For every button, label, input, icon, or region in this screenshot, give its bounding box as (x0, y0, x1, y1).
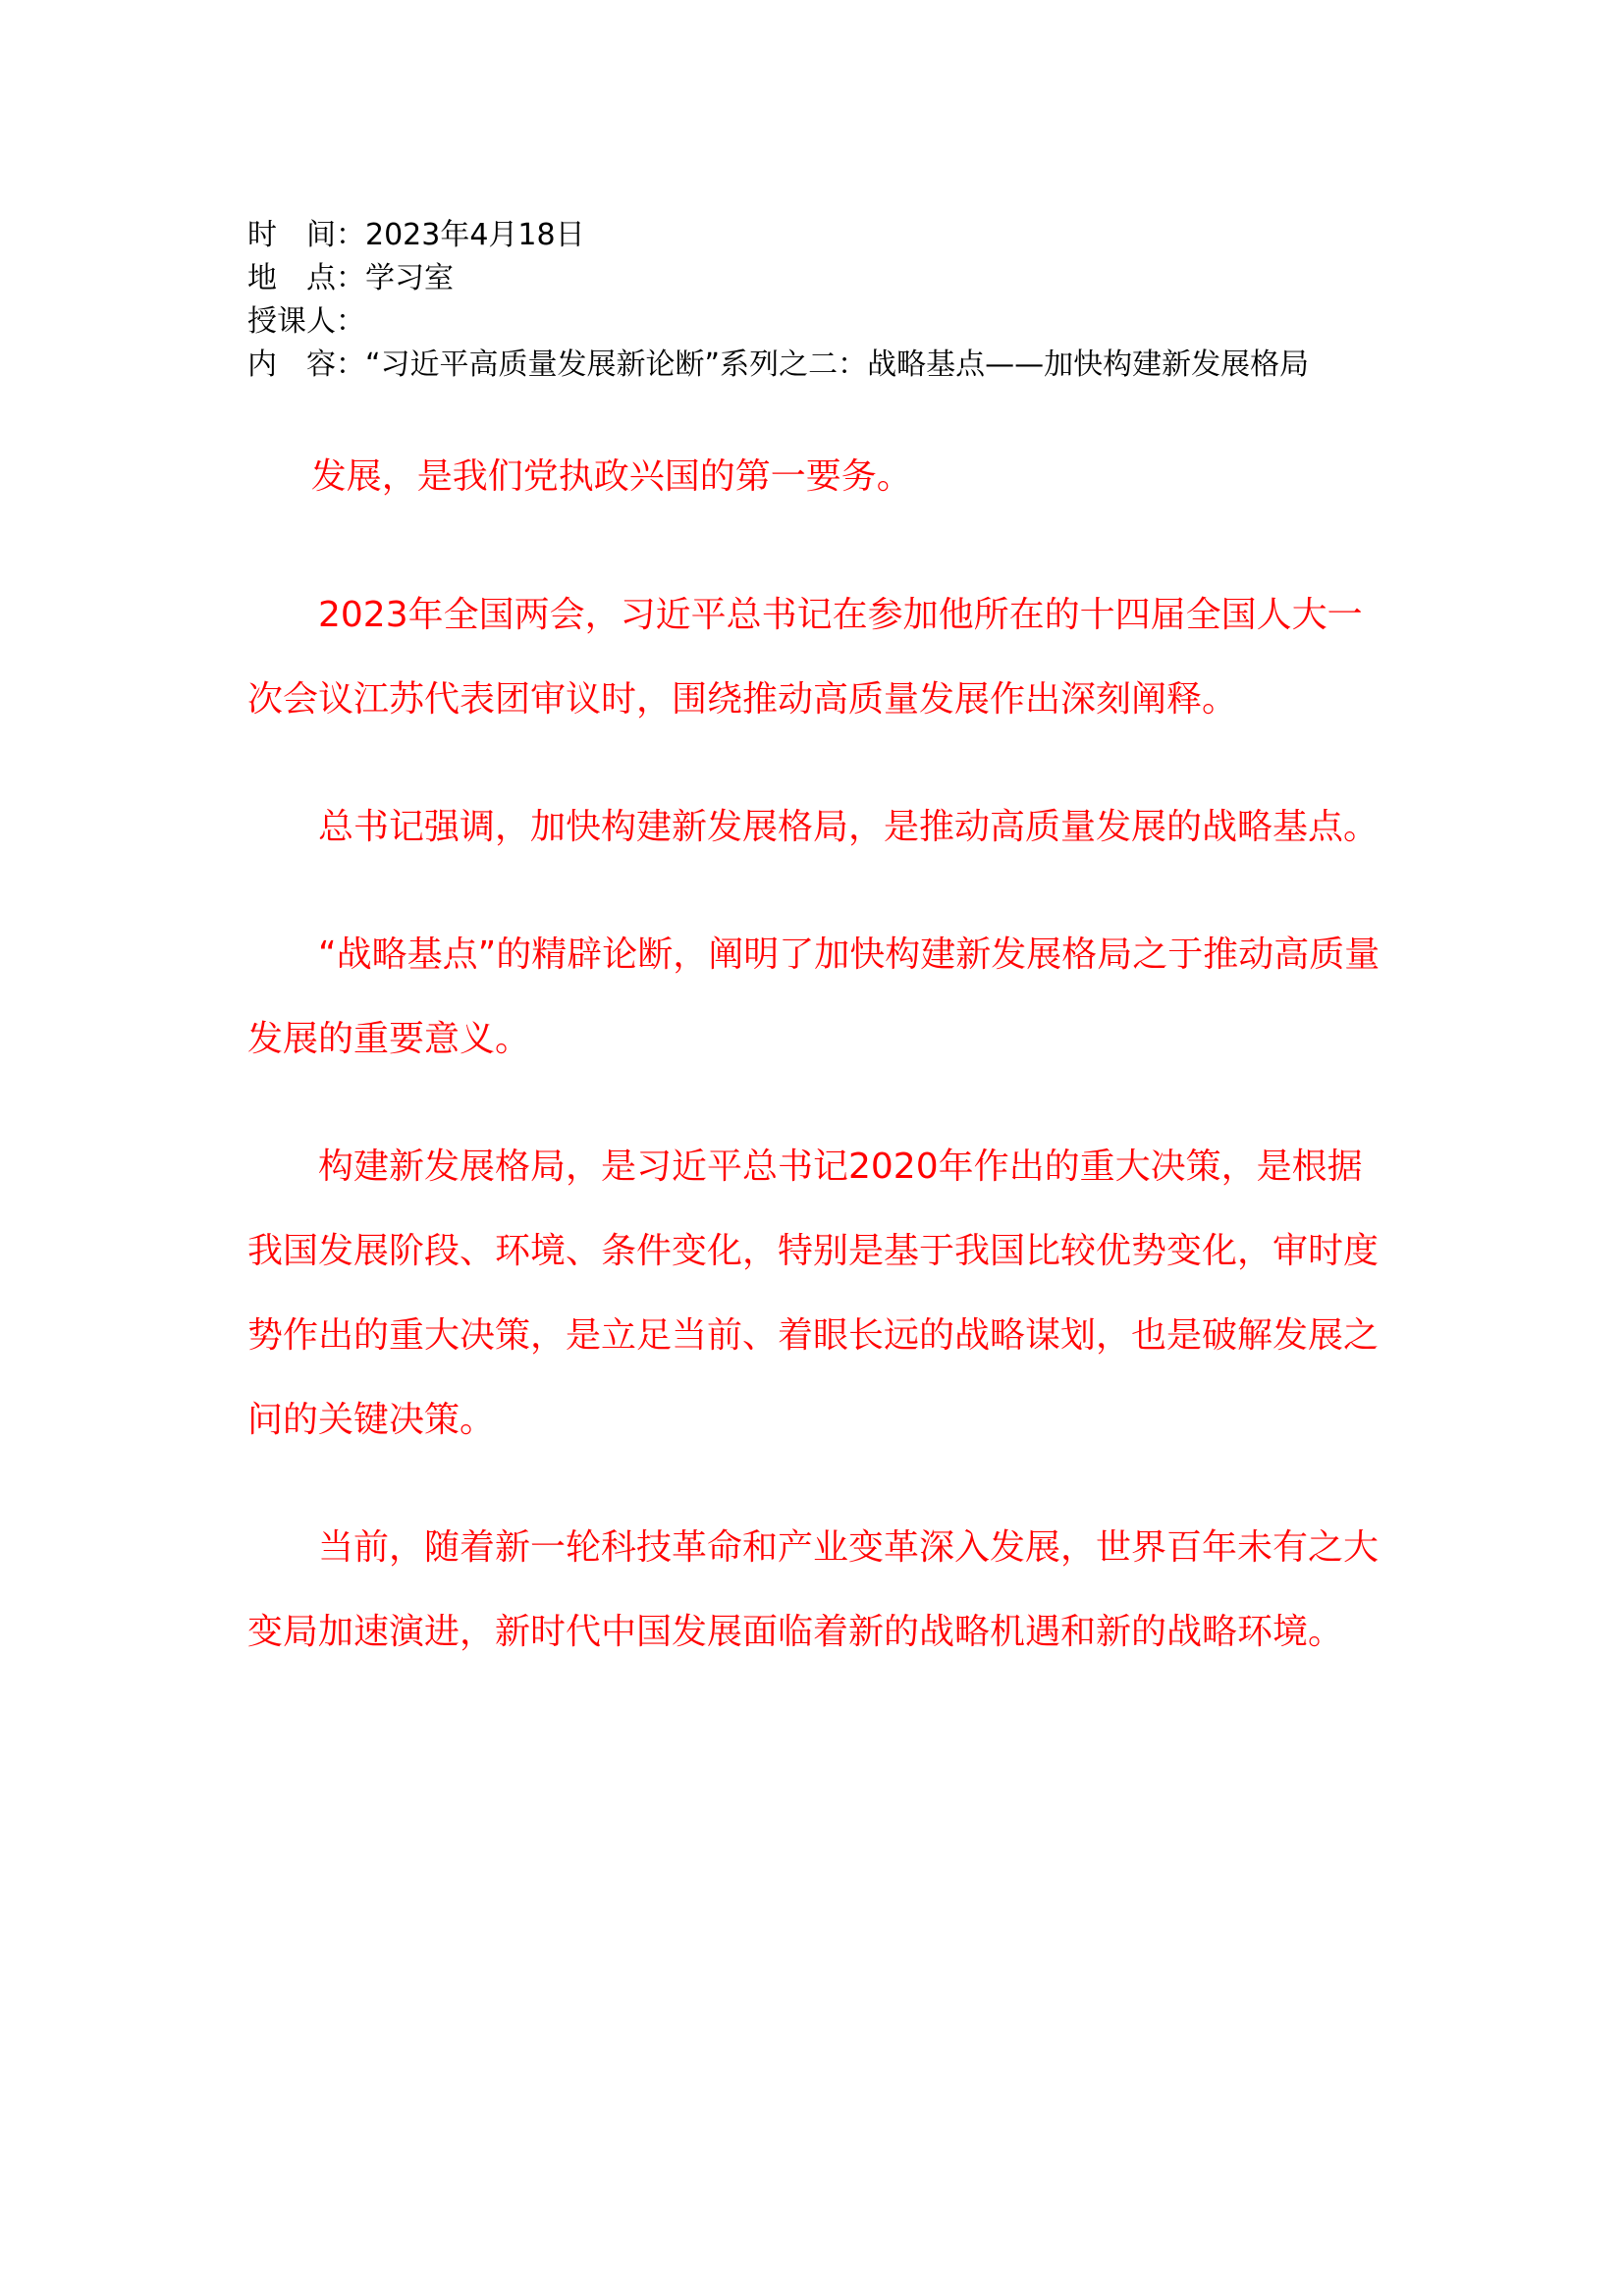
paragraph: 2023年全国两会，习近平总书记在参加他所在的十四届全国人大一次会议江苏代表团审议时，围绕推动高质量发展作出深刻阐释。 (247, 595, 1363, 720)
paragraph: “战略基点”的精辟论断，阐明了加快构建新发展格局之于推动高质量发展的重要意义。 (247, 934, 1380, 1059)
meta-content: 内 容：“习近平高质量发展新论断”系列之二：战略基点——加快构建新发展格局 (247, 347, 1310, 382)
paragraph: 构建新发展格局，是习近平总书记2020年作出的重大决策，是根据我国发展阶段、环境、条件变化，特别是基于我国比较优势变化，审时度势作出的重大决策，是立足当前、着眼长远的战略谋划，也是破解发展之问的关键决策。 (247, 1147, 1380, 1440)
document-body (247, 450, 1391, 1675)
paragraph: 总书记强调，加快构建新发展格局，是推动高质量发展的战略基点。 (318, 807, 1380, 847)
meta-time: 时 间：2023年4月18日 (247, 218, 585, 252)
paragraph: 当前，随着新一轮科技革命和产业变革深入发展，世界百年未有之大变局加速演进，新时代中国发展面临着新的战略机遇和新的战略环境。 (247, 1527, 1380, 1652)
paragraph-intro: 发展，是我们党执政兴国的第一要务。 (310, 456, 912, 497)
meta-place: 地 点：学习室 (247, 261, 454, 295)
meta-lecturer: 授课人： (247, 304, 365, 339)
lesson-meta (247, 214, 1396, 387)
